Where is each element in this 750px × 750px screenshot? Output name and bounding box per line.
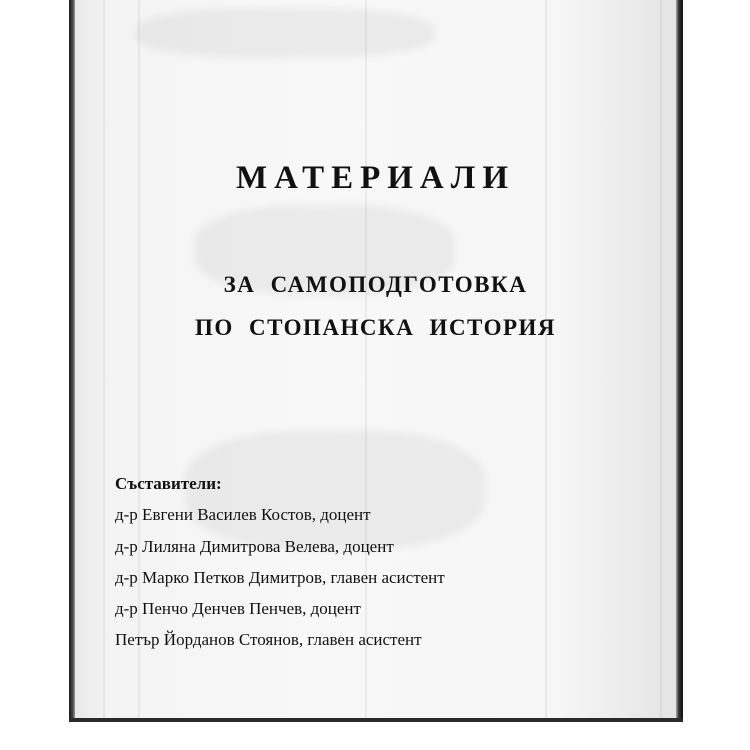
- scan-streak: [545, 0, 547, 718]
- scan-streak: [660, 0, 662, 718]
- compiler-entry: Петър Йорданов Стоянов, главен асистент: [115, 630, 422, 649]
- page-bottom-edge-shadow: [69, 718, 683, 722]
- document-title: МАТЕРИАЛИ: [235, 160, 515, 196]
- compilers-label: Съставители:: [115, 474, 222, 493]
- scan-streak: [365, 0, 367, 718]
- compiler-entry: д-р Евгени Василев Костов, доцент: [115, 505, 371, 524]
- document-subtitle-line-1: ЗА САМОПОДГОТОВКА: [223, 272, 528, 297]
- scan-streak: [103, 0, 105, 718]
- document-subtitle-line-2: ПО СТОПАНСКА ИСТОРИЯ: [194, 315, 557, 340]
- compiler-entry: д-р Лиляна Димитрова Велева, доцент: [115, 537, 394, 556]
- page-right-edge-shadow: [676, 0, 683, 722]
- document-page: [75, 0, 676, 718]
- bleed-through-smudge: [185, 430, 485, 550]
- compiler-entry: д-р Пенчо Денчев Пенчев, доцент: [115, 599, 361, 618]
- bleed-through-smudge: [135, 8, 435, 58]
- compiler-entry: д-р Марко Петков Димитров, главен асистент: [115, 568, 445, 587]
